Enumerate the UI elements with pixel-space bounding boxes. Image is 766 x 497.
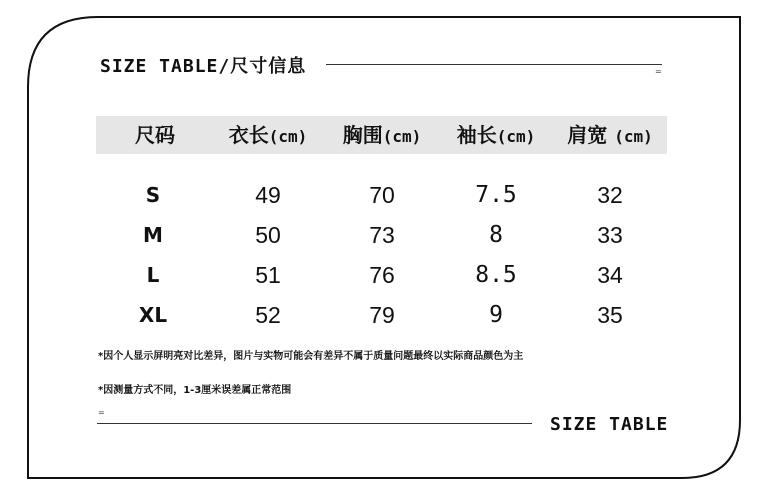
- table-row: [0, 258, 766, 292]
- chest-cell: 76: [369, 262, 395, 288]
- length-cell: 49: [255, 182, 281, 208]
- length-cell: 52: [255, 302, 281, 328]
- bottom-rule-marker: =: [98, 408, 105, 417]
- size-cell: XL: [138, 303, 168, 327]
- header-length: [208, 116, 328, 154]
- sleeve-cell: 8.5: [475, 262, 517, 288]
- header-label: 胸围: [342, 123, 383, 147]
- header-chest: [322, 116, 442, 154]
- title-rule: [326, 64, 662, 65]
- shoulder-cell: 34: [597, 262, 623, 288]
- header-label: 袖长: [456, 123, 497, 147]
- table-row: [0, 218, 766, 252]
- header-unit: (cm): [614, 127, 653, 146]
- table-row: [0, 178, 766, 212]
- bottom-rule: [97, 423, 532, 424]
- length-cell: 50: [255, 222, 281, 248]
- note-display-difference: *因个人显示屏明亮对比差异，图片与实物可能会有差异不属于质量问题最终以实际商品颜色为主: [98, 351, 524, 362]
- chest-cell: 79: [369, 302, 395, 328]
- header-label: 肩宽: [567, 123, 615, 147]
- size-table-title: SIZE TABLE/尺寸信息: [100, 56, 307, 77]
- sleeve-cell: 8: [489, 222, 503, 248]
- header-sleeve: [436, 116, 556, 154]
- title-rule-marker: =: [655, 67, 662, 76]
- shoulder-cell: 35: [597, 302, 623, 328]
- size-cell: M: [143, 223, 163, 247]
- sleeve-cell: 7.5: [475, 182, 517, 208]
- chest-cell: 73: [369, 222, 395, 248]
- header-unit: (cm): [382, 127, 422, 146]
- note-measurement-tolerance: *因测量方式不同，1-3厘米误差属正常范围: [98, 385, 292, 396]
- size-cell: L: [146, 263, 160, 287]
- table-row: [0, 298, 766, 332]
- size-table-footer-label: SIZE TABLE: [550, 414, 669, 435]
- shoulder-cell: 33: [597, 222, 623, 248]
- chest-cell: 70: [369, 182, 395, 208]
- header-unit: (cm): [496, 127, 536, 146]
- header-size: [110, 116, 200, 154]
- length-cell: 51: [255, 262, 281, 288]
- shoulder-cell: 32: [597, 182, 623, 208]
- size-cell: S: [145, 183, 161, 207]
- header-unit: (cm): [268, 127, 308, 146]
- header-shoulder: [545, 116, 675, 154]
- sleeve-cell: 9: [489, 302, 503, 328]
- header-label: 衣长: [228, 123, 269, 147]
- header-label: 尺码: [135, 123, 175, 147]
